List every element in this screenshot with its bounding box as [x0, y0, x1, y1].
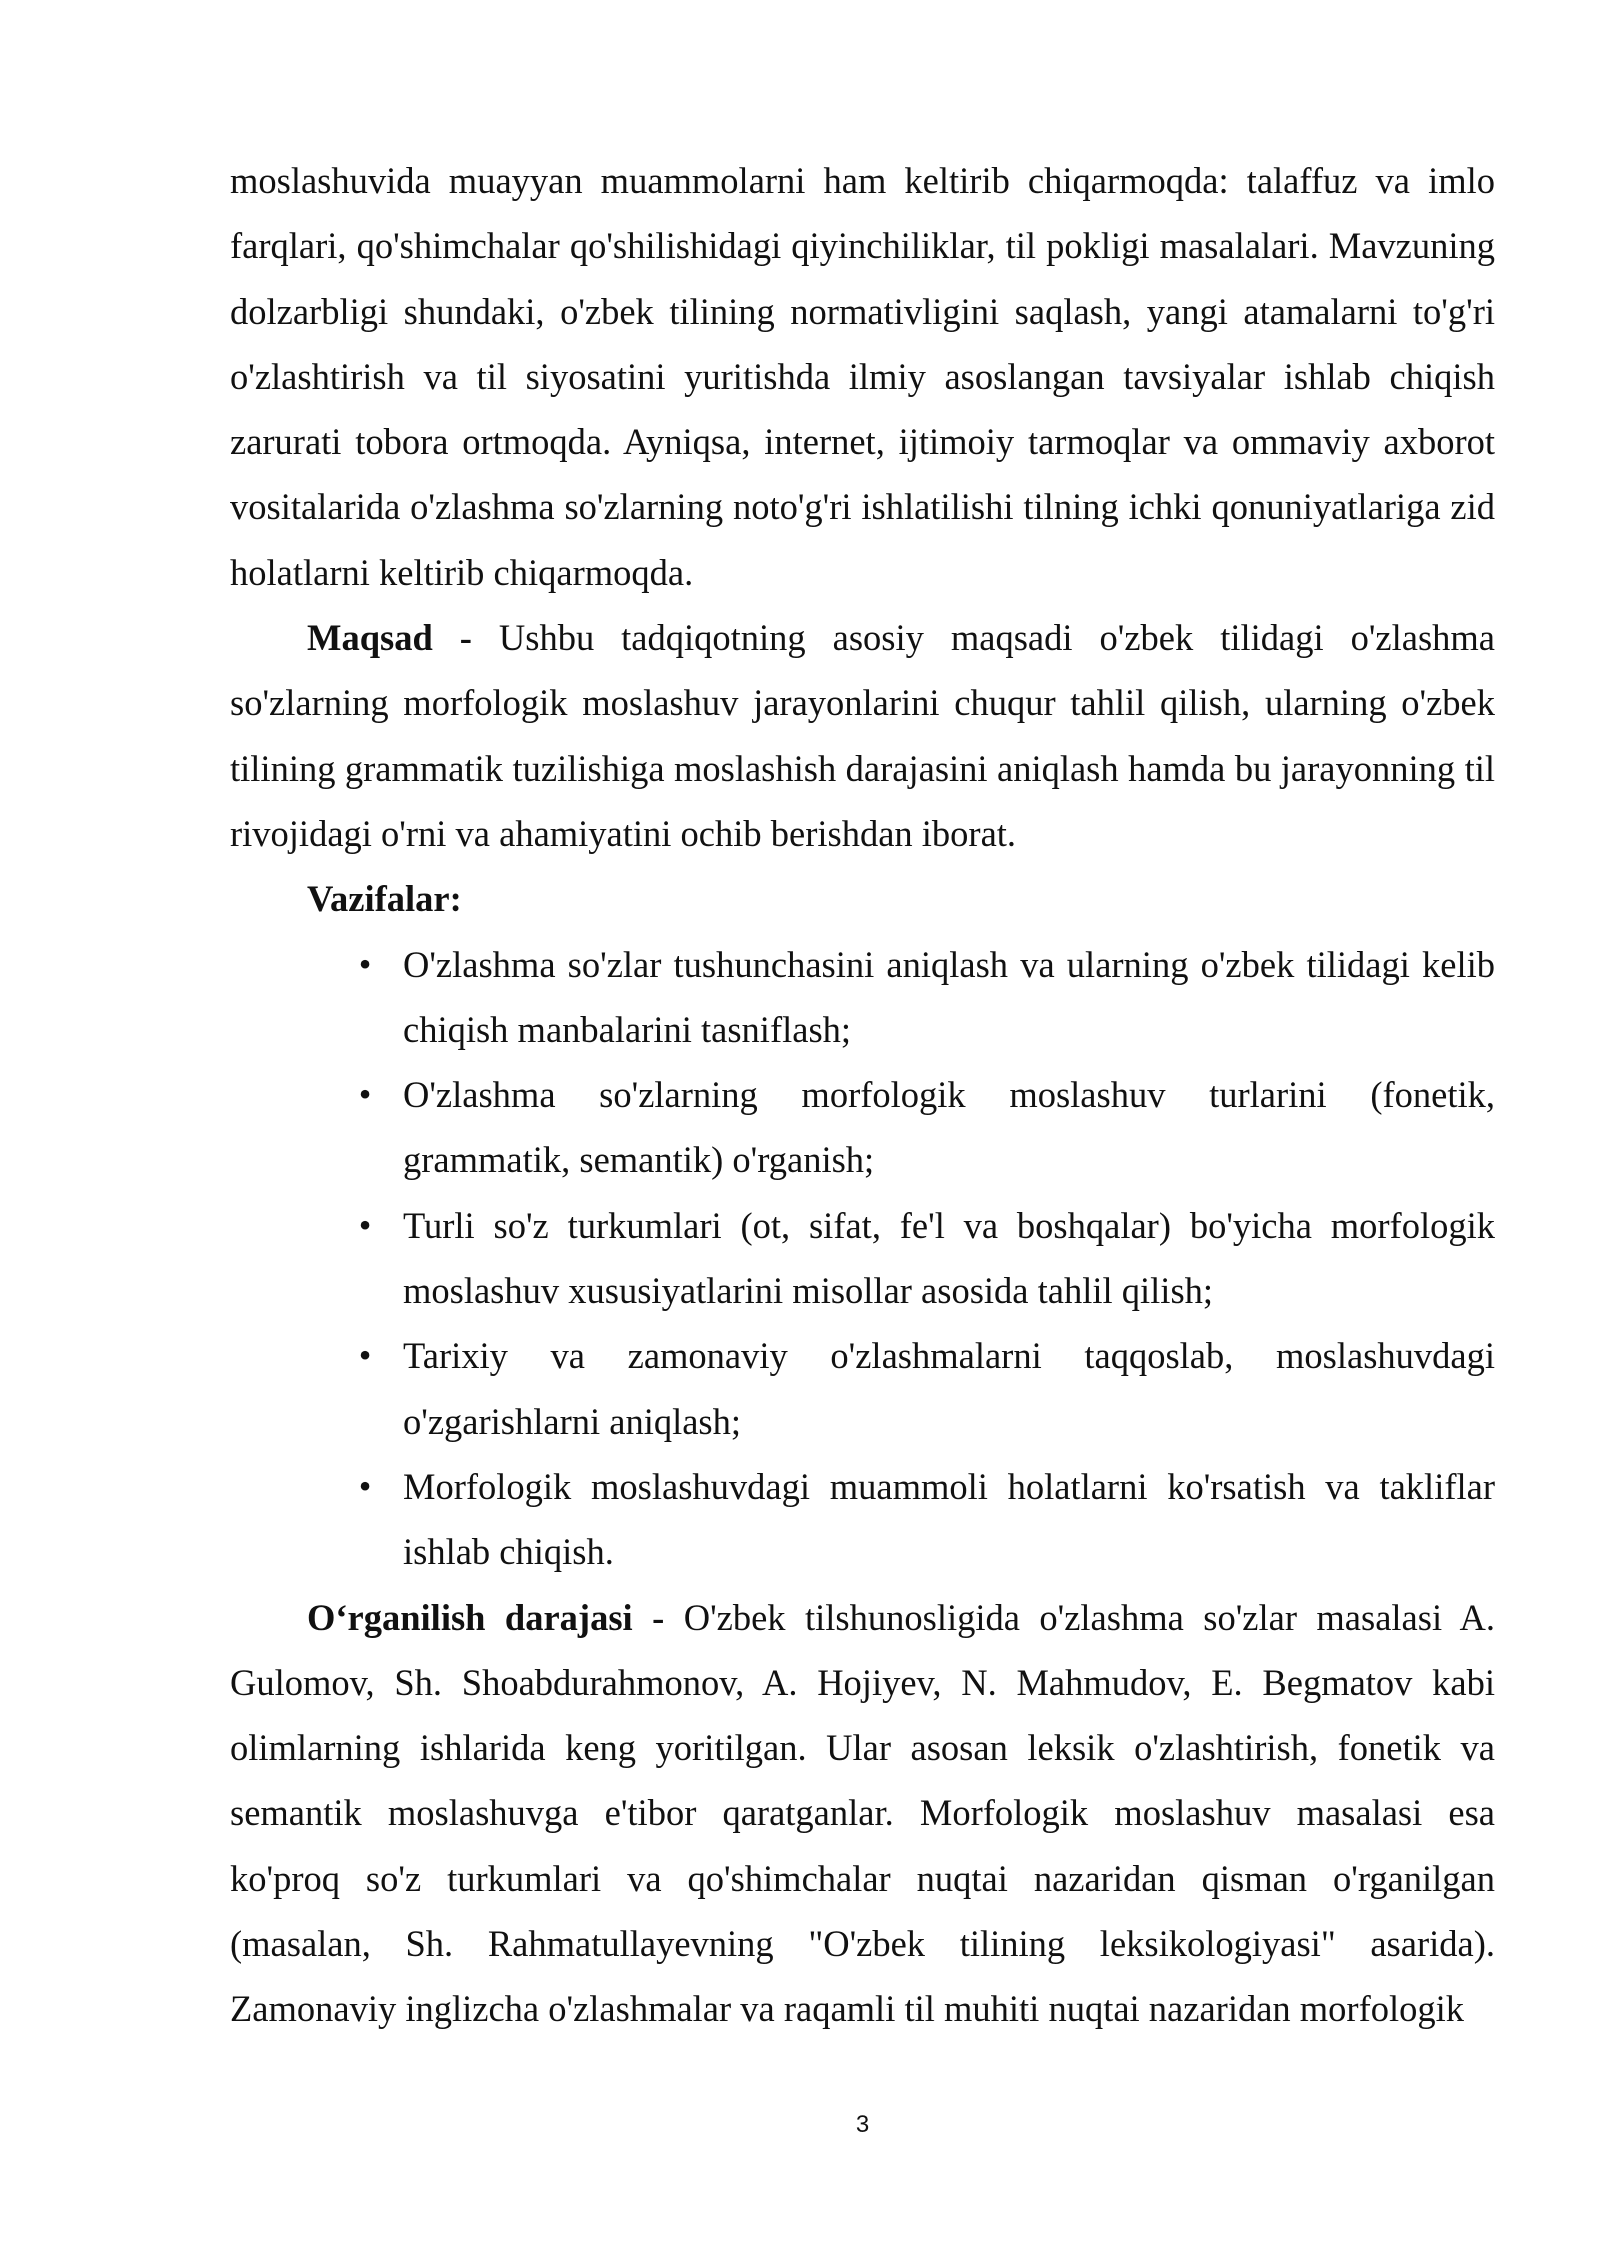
goal-paragraph	[230, 605, 1495, 866]
intro-paragraph: moslashuvida muayyan muammolarni ham keltirib chiqarmoqda: talaffuz va imlo farqlari, qo'shimchalar qo'shilishidagi qiyinchiliklar, til pokligi masalalari. Mavzuning dolzarbligi shundaki, o'zbek tilining normativligini saqlash, yangi atamalarni to'g'ri o'zlashtirish va til siyosatini yuritishda ilmiy asoslangan tavsiyalar ishlab chiqish zarurati tobora ortmoqda. Ayniqsa, internet, ijtimoiy tarmoqlar va ommaviy axborot vositalarida o'zlashma so'zlarning noto'g'ri ishlatilishi tilning ichki qonuniyatlariga zid holatlarni keltirib chiqarmoqda.	[230, 160, 1495, 593]
research-level-label: O‘rganilish darajasi -	[307, 1596, 665, 1638]
bullet-icon: •	[358, 1074, 372, 1115]
bullet-icon: •	[358, 1335, 372, 1376]
list-item	[358, 1323, 1495, 1454]
list-item	[358, 1454, 1495, 1585]
task-text: Tarixiy va zamonaviy o'zlashmalarni taqqoslab, moslashuvdagi o'zgarishlarni aniqlash;	[403, 1335, 1495, 1442]
task-text: Morfologik moslashuvdagi muammoli holatlarni ko'rsatish va takliflar ishlab chiqish.	[403, 1465, 1495, 1573]
goal-text: Ushbu tadqiqotning asosiy maqsadi o'zbek tilidagi o'zlashma so'zlarning morfologik moslashuv jarayonlarini chuqur tahlil qilish, ularning o'zbek tilining grammatik tuzilishiga moslashish darajasini aniqlash hamda bu jarayonning til rivojidagi o'rni va ahamiyatini ochib berishdan iborat.	[230, 617, 1495, 854]
goal-label: Maqsad -	[307, 617, 472, 659]
list-item	[358, 1062, 1495, 1193]
task-text: Turli so'z turkumlari (ot, sifat, fe'l va boshqalar) bo'yicha morfologik moslashuv xususiyatlarini misollar asosida tahlil qilish;	[403, 1204, 1495, 1312]
bullet-icon: •	[358, 943, 372, 984]
list-item	[358, 1193, 1495, 1324]
page-body	[230, 148, 1495, 2042]
task-text: O'zlashma so'zlar tushunchasini aniqlash va ularning o'zbek tilidagi kelib chiqish manbalarini tasniflash;	[403, 943, 1495, 1050]
research-level-text: O'zbek tilshunosligida o'zlashma so'zlar masalasi A. Gulomov, Sh. Shoabdurahmonov, A. Hojiyev, N. Mahmudov, E. Begmatov kabi olimlarning ishlarida keng yoritilgan. Ular asosan leksik o'zlashtirish, fonetik va semantik moslashuvga e'tibor qaratganlar. Morfologik moslashuv masalasi esa ko'proq so'z turkumlari va qo'shimchalar nuqtai nazaridan qisman o'rganilgan (masalan, Sh. Rahmatullayevning "O'zbek tilining leksikologiyasi" asarida). Zamonaviy inglizcha o'zlashmalar va raqamli til muhiti nuqtai nazaridan morfologik	[230, 1596, 1496, 2030]
list-item	[358, 932, 1495, 1063]
page-number: 3	[855, 2111, 870, 2138]
tasks-heading: Vazifalar:	[307, 878, 462, 920]
bullet-icon: •	[358, 1465, 372, 1506]
tasks-list	[230, 932, 1495, 1585]
bullet-icon: •	[358, 1204, 372, 1245]
research-level-paragraph	[230, 1585, 1495, 2042]
task-text: O'zlashma so'zlarning morfologik moslashuv turlarini (fonetik, grammatik, semantik) o'rganish;	[403, 1074, 1495, 1181]
